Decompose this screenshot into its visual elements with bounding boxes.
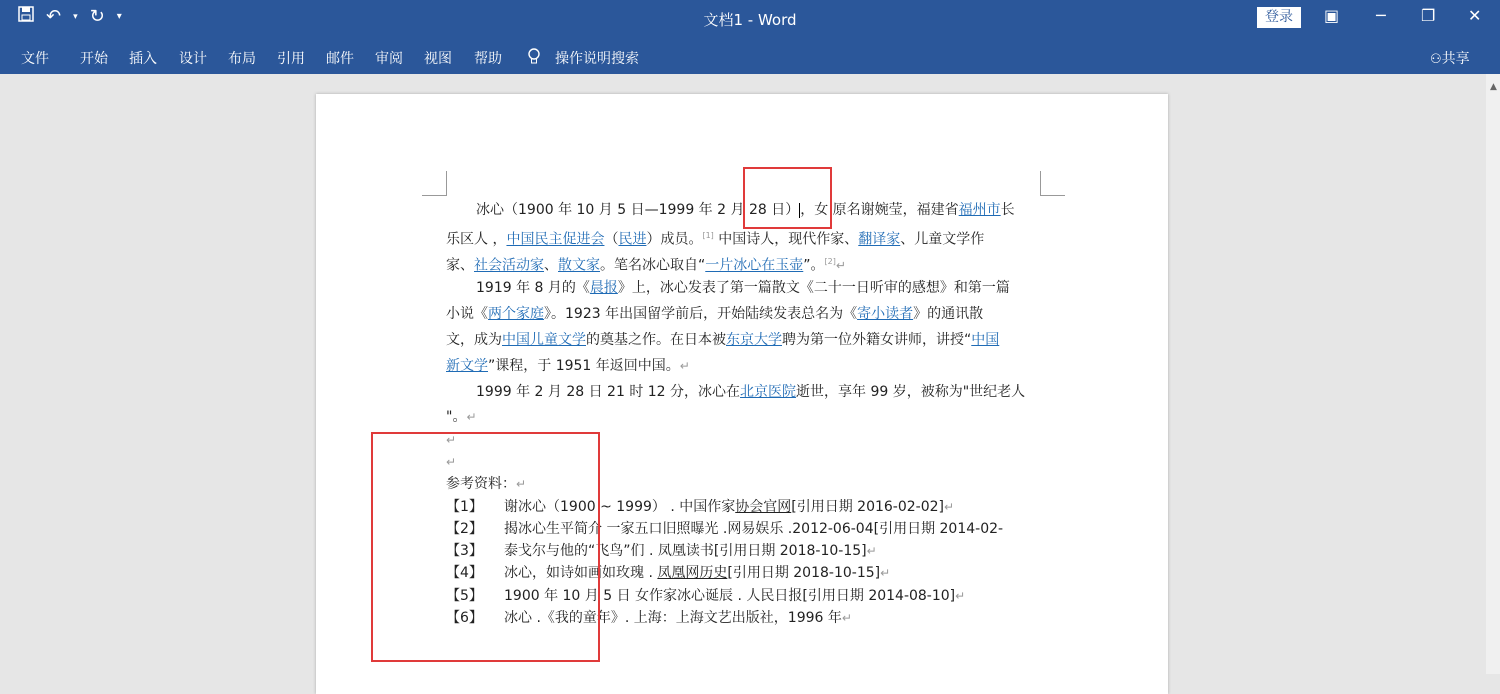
text-run: 乐区人 ， (446, 231, 507, 248)
link-essayist[interactable]: 散文家 (558, 257, 600, 274)
text-run: 文，成为 (446, 332, 502, 348)
paragraph-mark-icon: ↵ (446, 433, 457, 447)
reference-date: [引用日期 2018-10-15] (727, 565, 881, 581)
text-run: 逝世，享年 99 岁，被称为"世纪老人 (796, 384, 1026, 400)
paragraph-mark-icon: ↵ (516, 477, 527, 491)
reference-text: 冰心，如诗如画如玫瑰 . (504, 565, 658, 581)
citation-marker[interactable]: [1] (702, 231, 714, 240)
paragraph-mark-icon: ↵ (835, 258, 846, 273)
reference-text: 泰戈尔与他的“飞鸟”们 . 凤凰读书[引用日期 2018-10-15] (504, 543, 867, 559)
paragraph-line[interactable] (446, 407, 477, 427)
ribbon-tabs (0, 37, 1500, 74)
scroll-up-icon[interactable]: ▲ (1490, 82, 1497, 92)
link-to-young-readers[interactable]: 寄小读者 (857, 306, 914, 322)
text-run: 家、 (446, 257, 474, 274)
highlight-box (371, 432, 600, 662)
paragraph-mark-icon: ↵ (841, 611, 852, 625)
reference-number: 【2】 (446, 521, 483, 537)
tab-insert[interactable]: 插入 (129, 51, 157, 67)
link-morning-post[interactable]: 晨报 (589, 280, 618, 296)
text-run: ，女 原名谢婉莹，福建省 (800, 202, 959, 218)
tab-view[interactable]: 视图 (424, 51, 452, 67)
text-run: 聘为第一位外籍女讲师，讲授“ (782, 332, 972, 348)
minimize-icon[interactable]: ─ (1376, 6, 1386, 25)
link-social-activist[interactable]: 社会活动家 (474, 257, 544, 274)
link-minjin-short[interactable]: 民进 (618, 231, 647, 248)
link-poem-line[interactable]: 一片冰心在玉壶 (705, 257, 804, 274)
link-translator[interactable]: 翻译家 (858, 231, 901, 248)
text-run: 1919 年 8 月的《 (476, 280, 590, 296)
tab-design[interactable]: 设计 (179, 51, 207, 67)
customize-icon[interactable]: ▾ (116, 11, 122, 22)
citation-marker[interactable]: [2] (824, 257, 836, 266)
reference-text: 揭冰心生平简介 一家五口旧照曝光 .网易娱乐 .2012-06-04[引用日期 2014-02- (504, 521, 1004, 537)
link-beijing-hospital[interactable]: 北京医院 (740, 384, 797, 400)
link-childrens-literature[interactable]: 中国儿童文学 (502, 332, 586, 348)
text-run: ”课程，于 1951 年返回中国。 (488, 358, 680, 374)
ribbon-display-icon[interactable]: ▣ (1324, 6, 1340, 25)
margin-corner-mark (1040, 171, 1065, 196)
paragraph-line[interactable] (476, 278, 1010, 298)
text-run: 》。1923 年出国留学前后，开始陆续发表总名为《 (544, 306, 858, 322)
reference-link[interactable]: 凤凰网历史 (657, 565, 728, 581)
share-button[interactable] (1430, 48, 1470, 68)
paragraph-mark-icon: ↵ (955, 589, 966, 603)
reference-text: 1900 年 10 月 5 日 女作家冰心诞辰 . 人民日报[引用日期 2014-08-10] (504, 588, 956, 604)
text-run: 冰心（1900 年 10 月 5 日—1999 年 2 月 (476, 202, 749, 218)
paragraph-line[interactable] (446, 226, 984, 246)
title-bar (0, 0, 1500, 37)
link-tokyo-university[interactable]: 东京大学 (726, 332, 782, 348)
undo-icon[interactable]: ↶ (46, 6, 62, 27)
paragraph-line[interactable] (446, 330, 999, 350)
link-two-families[interactable]: 两个家庭 (488, 306, 544, 322)
maximize-icon[interactable]: ❐ (1421, 6, 1436, 25)
text-run: （ (604, 231, 619, 248)
reference-number: 【5】 (446, 588, 483, 604)
text-run: 的奠基之作。在日本被 (586, 332, 726, 348)
tell-me-search[interactable]: 操作说明搜索 (555, 51, 639, 67)
text-run: ”。 (803, 257, 825, 274)
paragraph-mark-icon: ↵ (944, 500, 955, 514)
highlighted-date: 28 日 (748, 202, 786, 218)
text-run: 中国诗人，现代作家、 (713, 231, 859, 248)
text-run: 长 (1000, 202, 1015, 218)
close-icon[interactable]: ✕ (1468, 6, 1482, 25)
reference-number: 【4】 (446, 565, 483, 581)
paragraph-mark-icon: ↵ (866, 544, 877, 558)
redo-icon[interactable]: ↻ (89, 6, 105, 27)
text-run: 、 (544, 257, 558, 274)
reference-text: 谢冰心（1900 ~ 1999） . 中国作家 (504, 499, 736, 515)
link-fuzhou[interactable]: 福州市 (958, 202, 1001, 218)
text-run: 1999 年 2 月 28 日 21 时 12 分，冰心在 (476, 384, 741, 400)
tab-help[interactable]: 帮助 (474, 51, 502, 67)
login-button[interactable]: 登录 (1257, 7, 1301, 28)
reference-number: 【3】 (446, 543, 483, 559)
vertical-scrollbar[interactable] (1486, 74, 1500, 674)
paragraph-mark-icon: ↵ (679, 359, 690, 373)
tab-file[interactable]: 文件 (21, 51, 49, 67)
tab-home[interactable]: 开始 (80, 51, 108, 67)
tab-references[interactable]: 引用 (277, 51, 305, 67)
reference-date: [引用日期 2016-02-02] (791, 499, 944, 515)
tab-mailings[interactable]: 邮件 (326, 51, 354, 67)
paragraph-mark-icon: ↵ (880, 566, 891, 580)
paragraph-line[interactable] (446, 356, 690, 376)
link-minjin[interactable]: 中国民主促进会 (506, 231, 605, 248)
link-new-literature[interactable]: 新文学 (446, 358, 488, 374)
person-icon: ⚇ (1430, 52, 1442, 67)
lightbulb-icon[interactable] (527, 48, 541, 70)
paragraph-mark-icon: ↵ (466, 410, 477, 424)
share-label: 共享 (1441, 51, 1470, 67)
reference-number: 【6】 (446, 610, 483, 626)
margin-corner-mark (422, 171, 447, 196)
reference-text: 冰心 .《我的童年》. 上海：上海文艺出版社，1996 年 (504, 610, 842, 626)
text-run: "。 (446, 409, 467, 425)
text-run: 》上，冰心发表了第一篇散文《二十一日听审的感想》和第一篇 (617, 280, 1010, 296)
highlight-box (743, 167, 832, 229)
text-run: 》的通讯散 (913, 306, 984, 322)
link-chinese-new-literature[interactable]: 中国 (971, 332, 1000, 348)
text-run: ） (785, 202, 800, 218)
text-run: 、儿童文学作 (900, 231, 985, 248)
tab-review[interactable]: 审阅 (375, 51, 403, 67)
paragraph-mark-icon: ↵ (446, 455, 457, 469)
text-run: 参考资料： (446, 476, 516, 492)
paragraph-line[interactable] (476, 382, 1025, 402)
window-title: 文档1 - Word (703, 11, 797, 29)
undo-dropdown-icon[interactable]: ▾ (73, 12, 78, 22)
paragraph-line[interactable] (446, 252, 846, 272)
text-run: ）成员。 (646, 231, 703, 248)
reference-link[interactable]: 协会官网 (735, 499, 792, 515)
text-run: 。笔名冰心取自“ (600, 257, 706, 274)
paragraph-line[interactable] (446, 304, 983, 324)
text-run: 小说《 (446, 306, 488, 322)
tab-layout[interactable]: 布局 (228, 51, 256, 67)
reference-number: 【1】 (446, 499, 483, 515)
